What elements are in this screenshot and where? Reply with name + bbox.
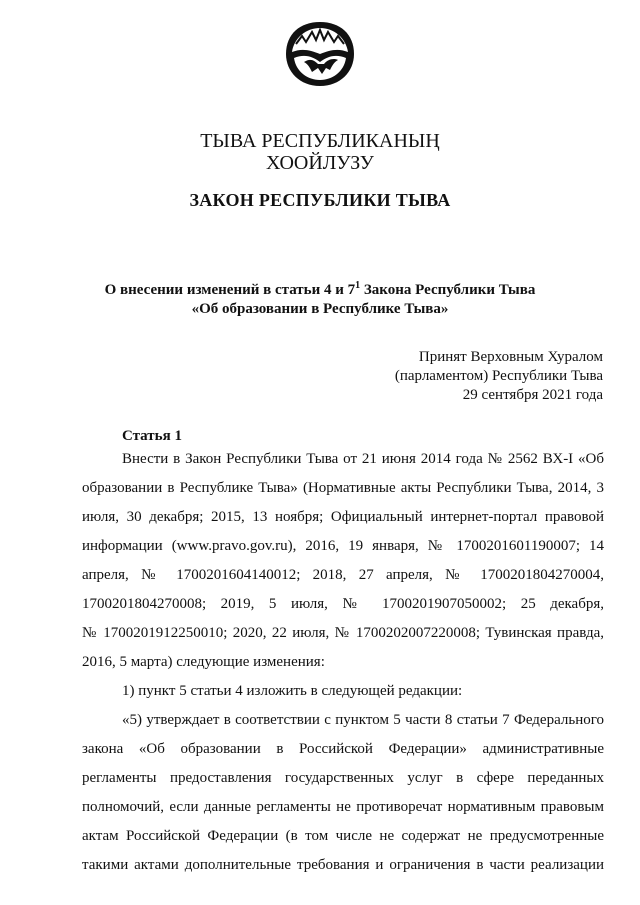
body-line: июля, 30 декабря; 2015, 13 ноября; Официальный интернет-портал правовой bbox=[82, 509, 604, 525]
subject-superscript: 1 bbox=[355, 280, 361, 291]
body-line: полномочий, если данные регламенты не противоречат нормативным правовым bbox=[82, 799, 604, 815]
body-line: 1700201804270008; 2019, 5 июля, № 1700201907050002; 25 декабря, bbox=[82, 596, 604, 612]
header-title-line1: ТЫВА РЕСПУБЛИКАНЫҢ bbox=[200, 130, 440, 152]
subject-line1 bbox=[0, 282, 640, 299]
body-line: Внести в Закон Республики Тыва от 21 июня 2014 года № 2562 ВХ-I «Об bbox=[122, 451, 604, 467]
body-line: «5) утверждает в соответствии с пунктом 5 части 8 статьи 7 Федерального bbox=[122, 712, 604, 728]
adoption-line1: Принят Верховным Хуралом bbox=[418, 349, 603, 365]
body-line: апреля, № 1700201604140012; 2018, 27 апреля, № 1700201804270004, bbox=[82, 567, 604, 583]
body-line: такими актами дополнительные требования и ограничения в части реализации bbox=[82, 857, 604, 873]
header-title-line2: ХООЙЛУЗУ bbox=[266, 152, 374, 174]
adoption-date: 29 сентября 2021 года bbox=[462, 387, 603, 403]
body-line: 2016, 5 марта) следующие изменения: bbox=[82, 654, 325, 670]
body-line: № 1700201912250010; 2020, 22 июля, № 1700202007220008; Тувинская правда, bbox=[82, 625, 604, 641]
body-line: 1) пункт 5 статьи 4 изложить в следующей редакции: bbox=[122, 683, 463, 699]
subject-line2: «Об образовании в Республике Тыва» bbox=[191, 301, 449, 317]
body-line: регламенты предоставления государственных услуг в сфере переданных bbox=[82, 770, 604, 786]
adoption-line2: (парламентом) Республики Тыва bbox=[394, 368, 603, 384]
body-line: информации (www.pravo.gov.ru), 2016, 19 января, № 1700201601190007; 14 bbox=[82, 538, 604, 554]
article-heading: Статья 1 bbox=[122, 428, 182, 444]
subject-line1-text: О внесении изменений в статьи 4 и 7 bbox=[104, 282, 356, 298]
body-line: образовании в Республике Тыва» (Нормативные акты Республики Тыва, 2014, 3 bbox=[82, 480, 604, 496]
body-line: актам Российской Федерации (в том числе не содержат не предусмотренные bbox=[82, 828, 604, 844]
subject-line1-end: Закона Республики Тыва bbox=[360, 282, 536, 298]
emblem-icon bbox=[280, 14, 360, 94]
body-line: закона «Об образовании в Российской Федерации» административные bbox=[82, 741, 604, 757]
law-title: ЗАКОН РЕСПУБЛИКИ ТЫВА bbox=[189, 190, 451, 210]
